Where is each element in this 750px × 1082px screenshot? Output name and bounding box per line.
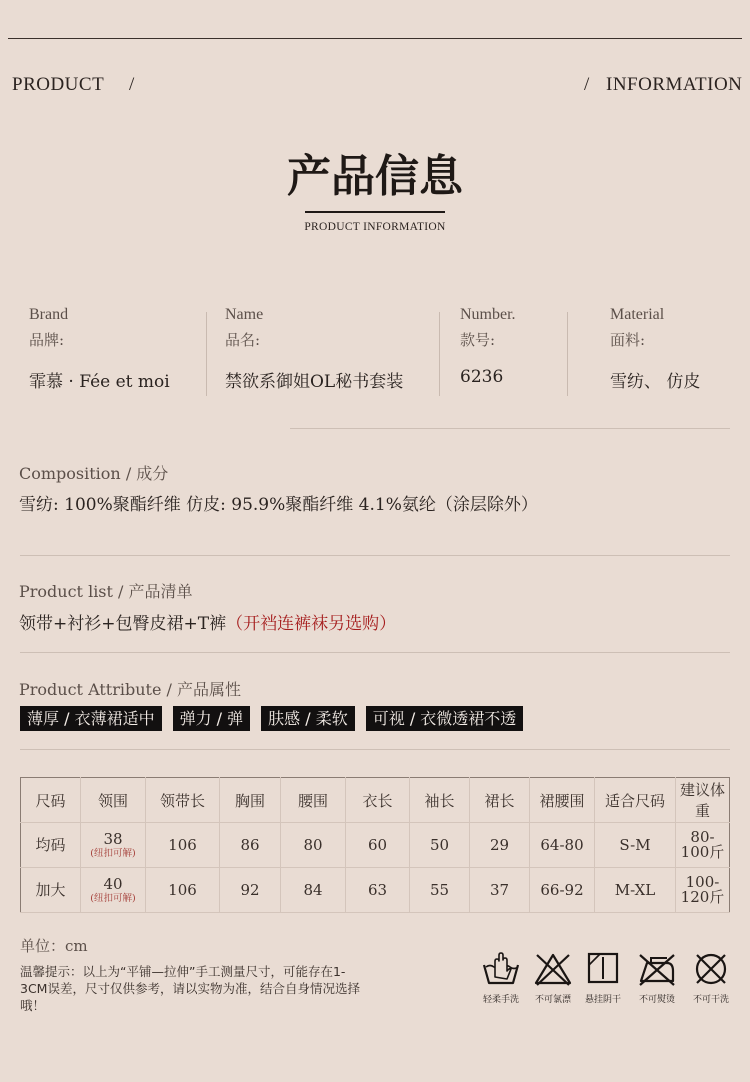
info-material-en: Material	[610, 306, 665, 323]
info-name-cn: 品名:	[225, 331, 261, 349]
divider	[20, 555, 730, 556]
no-dry-clean-icon	[691, 951, 731, 987]
table-cell: 63	[346, 868, 410, 913]
info-brand-en: Brand	[29, 306, 69, 323]
size-table-header: 腰围	[281, 778, 346, 823]
table-cell: M-XL	[595, 868, 676, 913]
product-list-text	[19, 609, 396, 634]
table-cell: 100-120斤	[676, 868, 730, 913]
table-cell: 加大	[21, 868, 81, 913]
table-cell: 29	[470, 823, 530, 868]
attribute-tags	[20, 706, 523, 731]
info-brand	[29, 306, 170, 392]
info-number-en: Number.	[460, 306, 516, 323]
table-cell: 84	[281, 868, 346, 913]
page-title: 产品信息	[287, 151, 463, 202]
info-number	[460, 306, 516, 387]
info-brand-value: 霏慕 · Fée et moi	[29, 372, 170, 392]
size-table-header-row	[21, 778, 730, 823]
care-label: 不可熨烫	[638, 995, 675, 1005]
size-table-header: 衣长	[346, 778, 410, 823]
no-bleach-icon	[533, 951, 573, 987]
unit-label: 单位：cm	[20, 937, 88, 955]
title-underline	[305, 211, 445, 213]
table-cell: 80-100斤	[676, 823, 730, 868]
info-separator	[439, 312, 440, 396]
table-cell: 92	[220, 868, 281, 913]
size-table-header: 裙长	[470, 778, 530, 823]
divider	[20, 652, 730, 653]
attribute-tag-feel: 肤感 / 柔软	[261, 706, 355, 731]
info-material-value: 雪纺、 仿皮	[610, 372, 701, 392]
table-cell-value: 40	[103, 874, 123, 893]
measurement-tips: 温馨提示：以上为“平铺—拉伸”手工测量尺寸，可能存在1-3CM误差，尺寸仅供参考，请以实物为准，结合自身情况选择哦！	[20, 964, 360, 1013]
care-label: 悬挂阴干	[584, 995, 621, 1005]
header-left-slash: /	[129, 74, 135, 95]
size-table	[20, 777, 730, 913]
table-cell: 50	[410, 823, 470, 868]
header-right-label: INFORMATION	[606, 74, 743, 95]
header-left-label: PRODUCT	[12, 74, 105, 95]
top-divider	[8, 38, 742, 39]
table-cell: 106	[146, 823, 220, 868]
size-table-header: 裙腰围	[530, 778, 595, 823]
divider	[290, 428, 730, 429]
table-cell-note: (纽扣可解)	[90, 892, 136, 904]
table-cell: 66-92	[530, 868, 595, 913]
table-cell: 60	[346, 823, 410, 868]
table-cell: 64-80	[530, 823, 595, 868]
care-label: 不可干洗	[692, 995, 729, 1005]
no-iron-icon	[637, 951, 677, 987]
info-number-cn: 款号:	[460, 331, 496, 349]
table-cell-value: 38	[103, 829, 123, 848]
attributes-label: Product Attribute / 产品属性	[19, 680, 241, 699]
info-name-en: Name	[225, 306, 264, 323]
size-table-header: 适合尺码	[595, 778, 676, 823]
size-table-header: 领带长	[146, 778, 220, 823]
table-cell: 86	[220, 823, 281, 868]
info-name	[225, 306, 403, 392]
care-line-dry	[573, 951, 633, 1005]
table-cell: 55	[410, 868, 470, 913]
size-table-header: 建议体重	[676, 778, 730, 823]
divider	[20, 749, 730, 750]
table-cell-note: (纽扣可解)	[90, 847, 136, 859]
product-list-items: 领带+衬衫+包臀皮裙+T裤	[19, 614, 227, 634]
composition-label: Composition / 成分	[19, 464, 169, 483]
product-list-note: （开裆连裤袜另选购）	[226, 614, 397, 634]
attribute-tag-sheerness: 可视 / 衣微透裙不透	[366, 706, 524, 731]
care-no-dry-clean	[681, 951, 741, 1005]
info-material	[610, 306, 700, 392]
info-name-value: 禁欲系御姐OL秘书套装	[225, 372, 404, 392]
care-label: 轻柔手洗	[482, 995, 519, 1005]
attribute-tag-elasticity: 弹力 / 弹	[173, 706, 251, 731]
table-cell: 37	[470, 868, 530, 913]
page-subtitle: PRODUCT INFORMATION	[304, 221, 446, 233]
care-hand-wash	[471, 951, 531, 1005]
table-cell	[81, 868, 146, 913]
info-material-cn: 面料:	[610, 331, 646, 349]
size-table-header: 胸围	[220, 778, 281, 823]
line-dry-shade-icon	[583, 951, 623, 987]
size-table-header: 领围	[81, 778, 146, 823]
table-cell: 80	[281, 823, 346, 868]
hand-wash-icon	[481, 951, 521, 987]
table-row	[21, 868, 730, 913]
info-separator	[567, 312, 568, 396]
product-list-label: Product list / 产品清单	[19, 582, 193, 601]
care-no-iron	[627, 951, 687, 1005]
table-cell	[81, 823, 146, 868]
info-separator	[206, 312, 207, 396]
header-right-slash: /	[584, 74, 590, 95]
care-label: 不可氯漂	[534, 995, 571, 1005]
table-cell: 106	[146, 868, 220, 913]
info-brand-cn: 品牌:	[29, 331, 65, 349]
composition-text: 雪纺: 100%聚酯纤维 仿皮: 95.9%聚酯纤维 4.1%氨纶（涂层除外）	[19, 495, 538, 515]
attribute-tag-thickness: 薄厚 / 衣薄裙适中	[20, 706, 162, 731]
table-cell: S-M	[595, 823, 676, 868]
size-table-header: 尺码	[21, 778, 81, 823]
table-cell: 均码	[21, 823, 81, 868]
size-table-header: 袖长	[410, 778, 470, 823]
table-row	[21, 823, 730, 868]
info-number-value: 6236	[460, 367, 504, 387]
